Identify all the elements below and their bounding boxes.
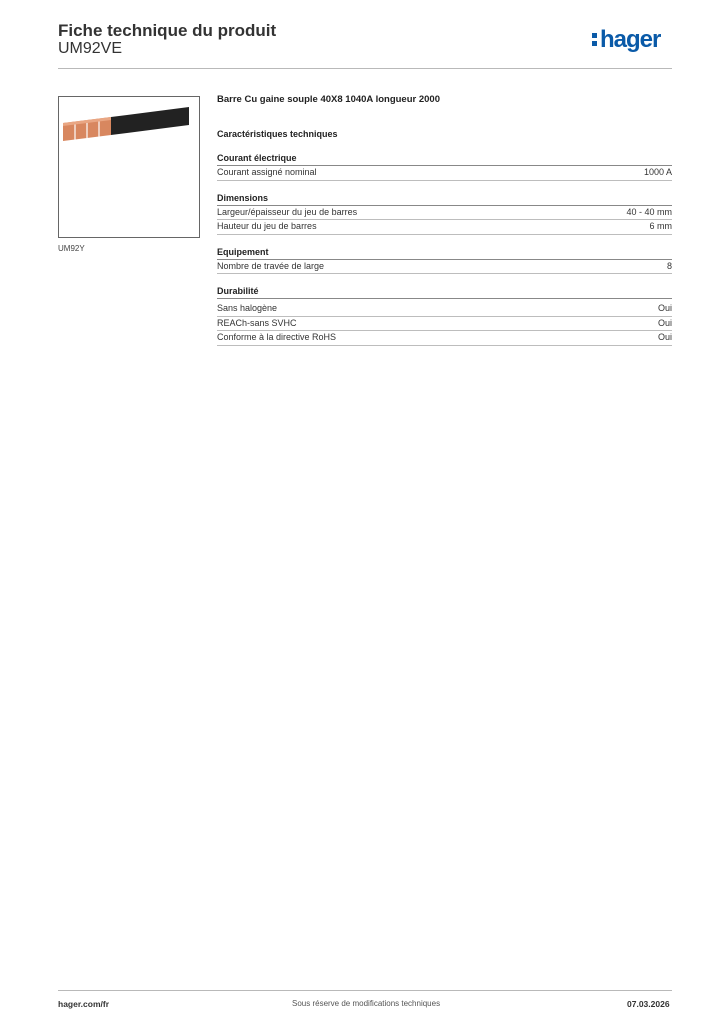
spec-label: Largeur/épaisseur du jeu de barres — [217, 206, 358, 217]
spec-value: 8 — [666, 260, 672, 271]
spec-label: Sans halogène — [217, 303, 278, 313]
product-reference: UM92VE — [58, 40, 123, 57]
spec-row — [217, 260, 672, 275]
section-dimensions — [217, 192, 672, 235]
section-durability — [217, 285, 672, 346]
footer-website-link[interactable]: hager.com/fr — [58, 999, 110, 1009]
logo-mark-icon — [592, 29, 598, 47]
page-title: Fiche technique du produit — [58, 21, 277, 40]
spec-label: Courant assigné nominal — [217, 167, 317, 177]
logo-text: hager — [600, 26, 661, 53]
spec-row — [217, 220, 672, 235]
spec-label: REACh-sans SVHC — [217, 317, 297, 328]
spec-label: Hauteur du jeu de barres — [217, 221, 317, 231]
section-title: Equipement — [217, 246, 672, 260]
header-divider — [58, 68, 672, 69]
spec-row — [217, 302, 672, 317]
section-equipment — [217, 246, 672, 275]
spec-label: Conforme à la directive RoHS — [217, 332, 337, 342]
busbar-image — [59, 97, 199, 237]
spec-label: Nombre de travée de large — [217, 260, 325, 271]
characteristics-title: Caractéristiques techniques — [217, 129, 338, 139]
spec-value: 1000 A — [643, 167, 672, 177]
spec-row — [217, 206, 672, 221]
spec-value: Oui — [657, 317, 672, 328]
image-caption: UM92Y — [58, 244, 85, 253]
hager-logo — [592, 28, 660, 52]
spec-value: Oui — [657, 303, 672, 313]
section-title: Dimensions — [217, 192, 672, 206]
product-image — [58, 96, 200, 238]
spec-value: 40 - 40 mm — [626, 206, 672, 217]
spec-row — [217, 331, 672, 346]
footer-date: 07.03.2026 — [627, 999, 670, 1009]
footer-divider — [58, 990, 672, 991]
busbar-sheath — [111, 107, 189, 135]
spec-value: 6 mm — [649, 221, 672, 231]
footer-note: Sous réserve de modifications techniques — [292, 999, 441, 1008]
specs-content — [217, 94, 672, 346]
spec-row — [217, 166, 672, 181]
section-title: Courant électrique — [217, 152, 672, 166]
product-name: Barre Cu gaine souple 40X8 1040A longueur 2000 — [217, 94, 440, 105]
section-title: Durabilité — [217, 285, 672, 299]
spec-value: Oui — [657, 332, 672, 342]
spec-row — [217, 317, 672, 332]
section-electrical — [217, 152, 672, 181]
